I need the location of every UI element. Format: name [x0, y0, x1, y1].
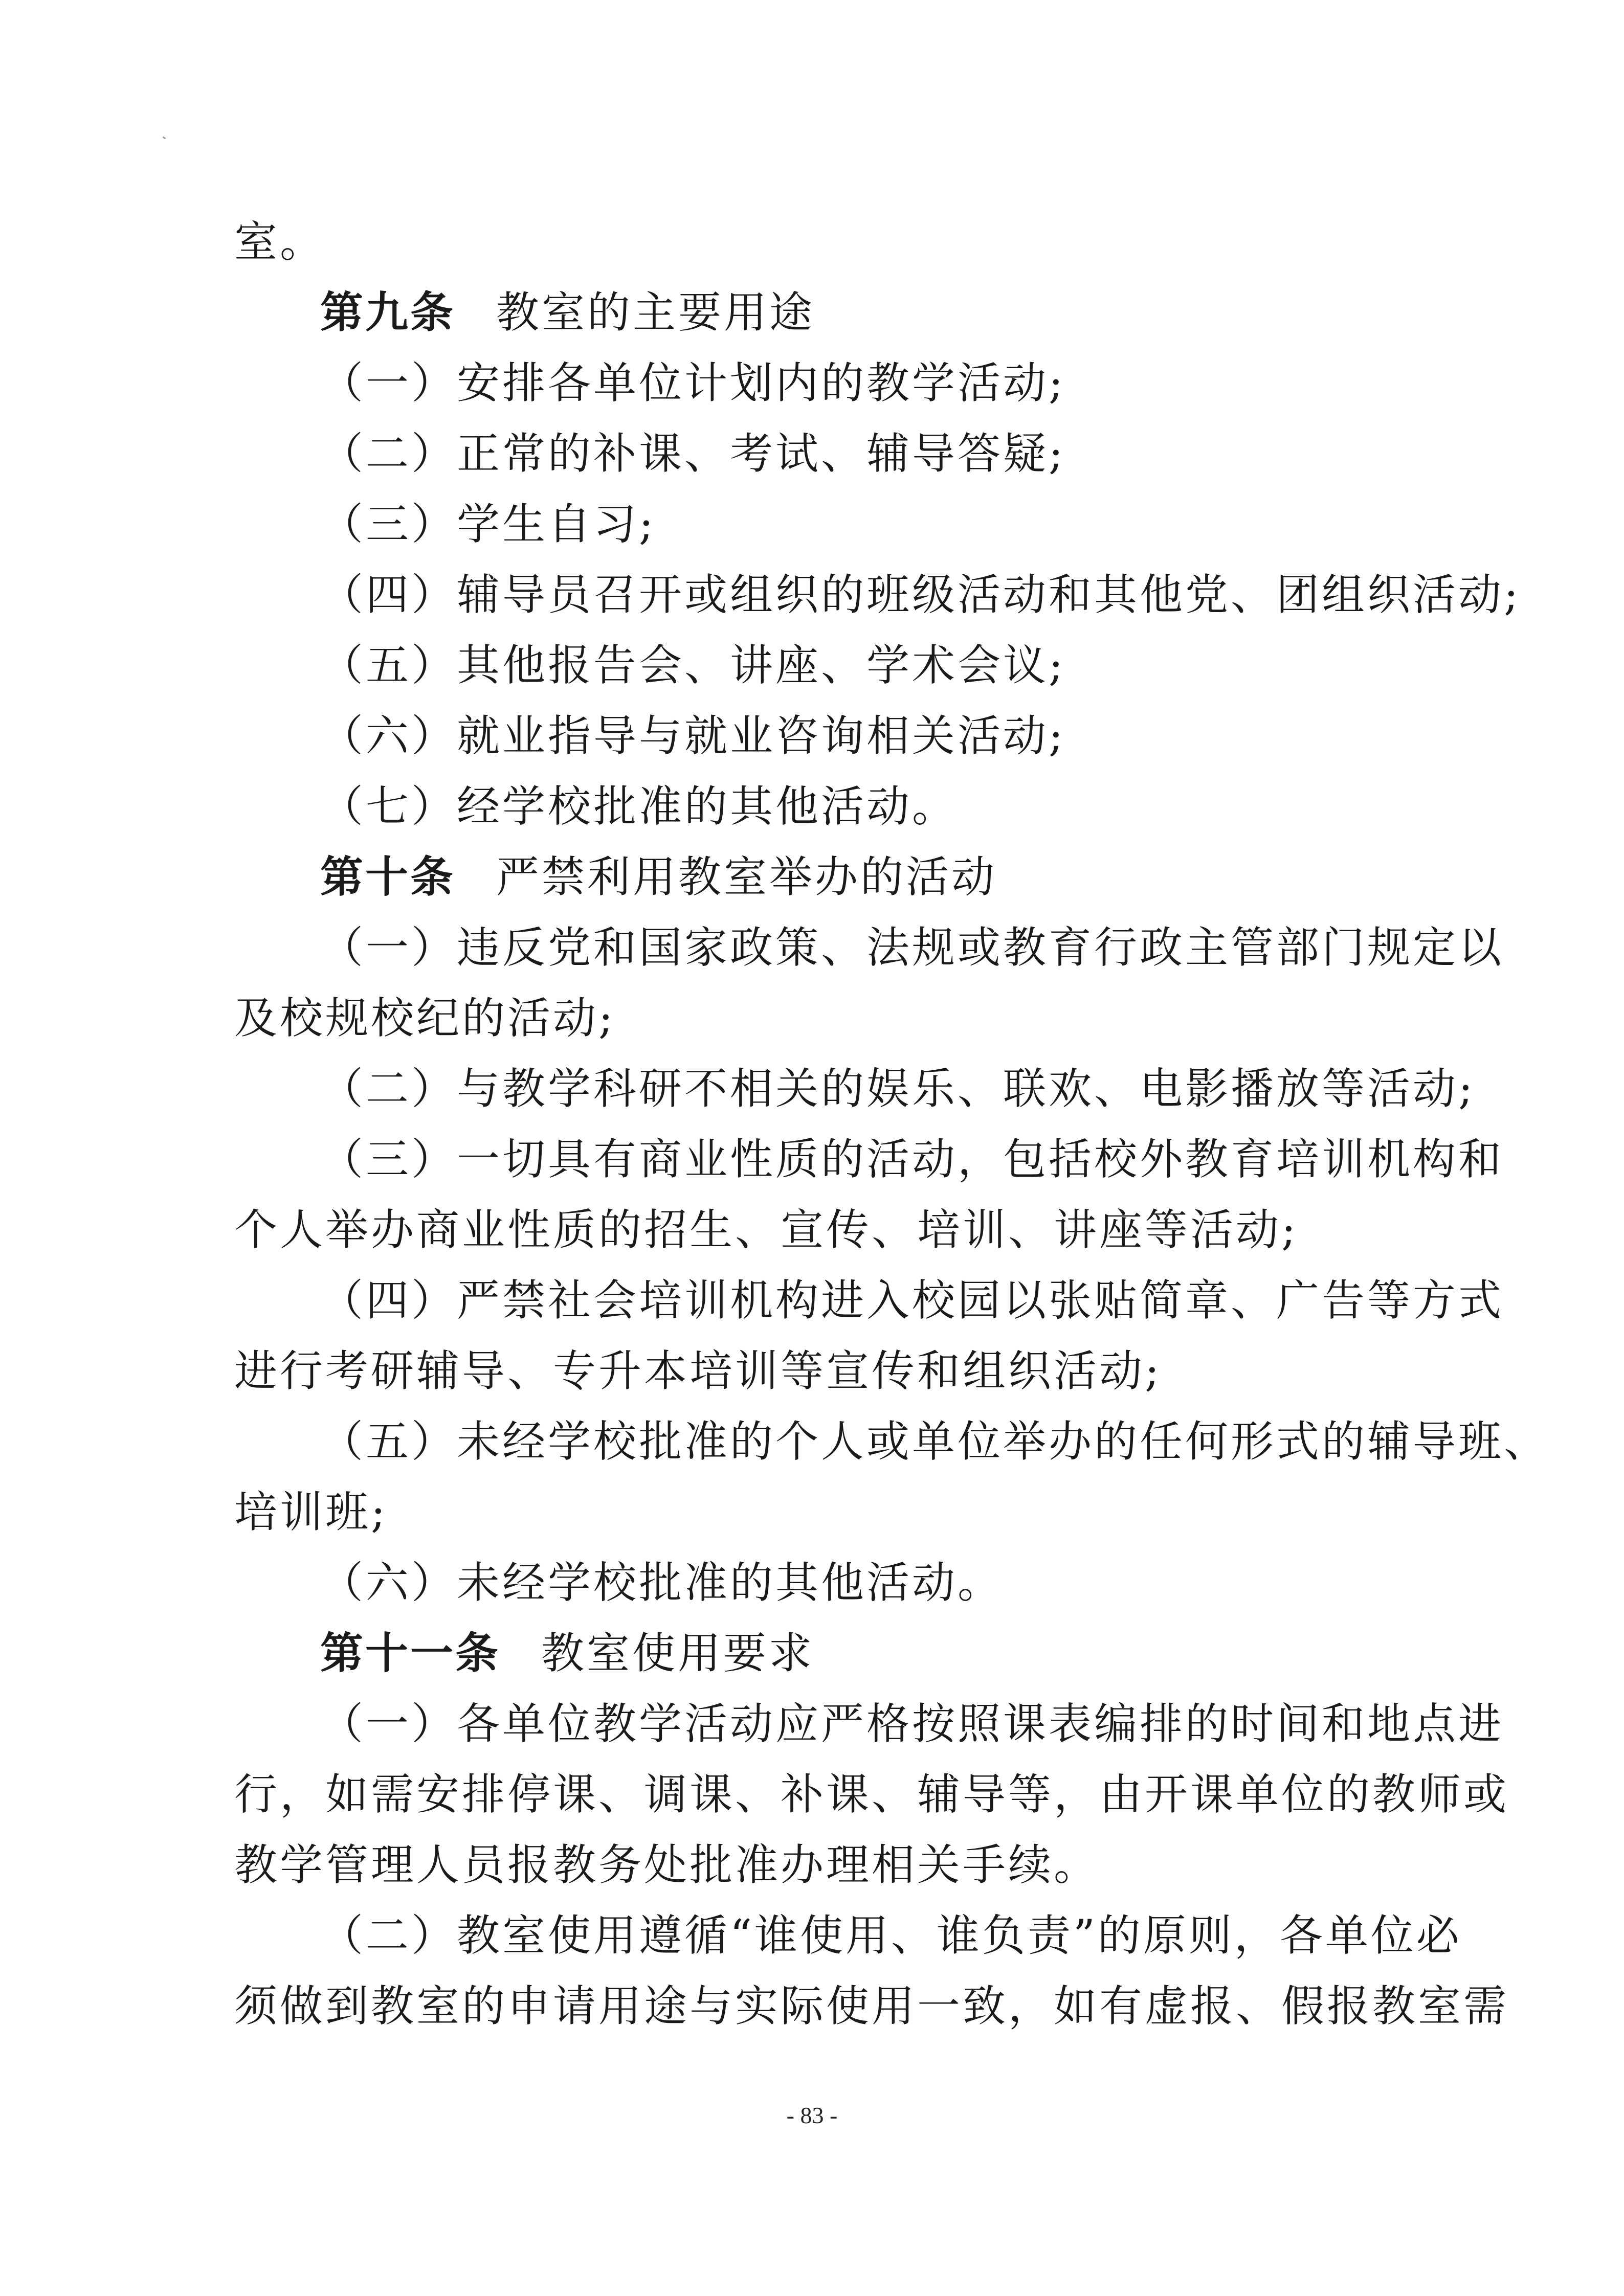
article-10-item-3-line-2: 个人举办商业性质的招生、宣传、培训、讲座等活动;	[234, 1205, 1299, 1255]
article-11-item-2-line-2: 须做到教室的申请用途与实际使用一致，如有虚报、假报教室需	[234, 1981, 1509, 2031]
article-10-item-5-line-1: （五）未经学校批准的个人或单位举办的任何形式的辅导班、	[320, 1416, 1550, 1467]
article-10-item-6: （六）未经学校批准的其他活动。	[320, 1558, 1004, 1608]
article-9-number: 第九条	[320, 287, 456, 337]
article-10-item-4-line-2: 进行考研辅导、专升本培训等宣传和组织活动;	[234, 1346, 1162, 1396]
article-9-item-3: （三）学生自习;	[320, 499, 656, 549]
article-9-heading	[320, 282, 815, 343]
article-10-item-1-line-2: 及校规校纪的活动;	[234, 993, 616, 1043]
article-11-item-1-line-3: 教学管理人员报教务处批准办理相关手续。	[234, 1840, 1100, 1890]
article-11-title: 教室使用要求	[541, 1628, 815, 1678]
article-9-item-7: （七）经学校批准的其他活动。	[320, 781, 958, 831]
article-10-heading	[320, 846, 997, 908]
article-11-heading	[320, 1623, 814, 1684]
article-10-item-2: （二）与教学科研不相关的娱乐、联欢、电影播放等活动;	[320, 1064, 1476, 1114]
article-9-item-6: （六）就业指导与就业咨询相关活动;	[320, 711, 1066, 761]
article-10-item-3-line-1: （三）一切具有商业性质的活动，包括校外教育培训机构和	[320, 1134, 1504, 1184]
article-9-item-1: （一）安排各单位计划内的教学活动;	[320, 358, 1066, 408]
article-11-item-2-line-1: （二）教室使用遵循“谁使用、谁负责”的原则，各单位必	[320, 1910, 1462, 1961]
article-10-title: 严禁利用教室举办的活动	[496, 852, 997, 902]
continuation-text: 室。	[234, 217, 326, 267]
page-number: - 83 -	[786, 2102, 838, 2128]
article-9-item-5: （五）其他报告会、讲座、学术会议;	[320, 640, 1066, 690]
article-10-item-1-line-1: （一）违反党和国家政策、法规或教育行政主管部门规定以	[320, 922, 1504, 973]
article-9-item-4: （四）辅导员召开或组织的班级活动和其他党、团组织活动;	[320, 570, 1521, 620]
article-10-number: 第十条	[320, 852, 456, 902]
article-9-title: 教室的主要用途	[496, 287, 815, 337]
scan-mark	[163, 137, 166, 140]
article-11-item-1-line-2: 行，如需安排停课、调课、补课、辅导等，由开课单位的教师或	[234, 1769, 1509, 1819]
article-11-number: 第十一条	[320, 1628, 501, 1678]
article-10-item-5-line-2: 培训班;	[234, 1487, 388, 1537]
article-11-item-1-line-1: （一）各单位教学活动应严格按照课表编排的时间和地点进	[320, 1699, 1504, 1749]
article-10-item-4-line-1: （四）严禁社会培训机构进入校园以张贴简章、广告等方式	[320, 1275, 1504, 1325]
article-9-item-2: （二）正常的补课、考试、辅导答疑;	[320, 429, 1066, 479]
